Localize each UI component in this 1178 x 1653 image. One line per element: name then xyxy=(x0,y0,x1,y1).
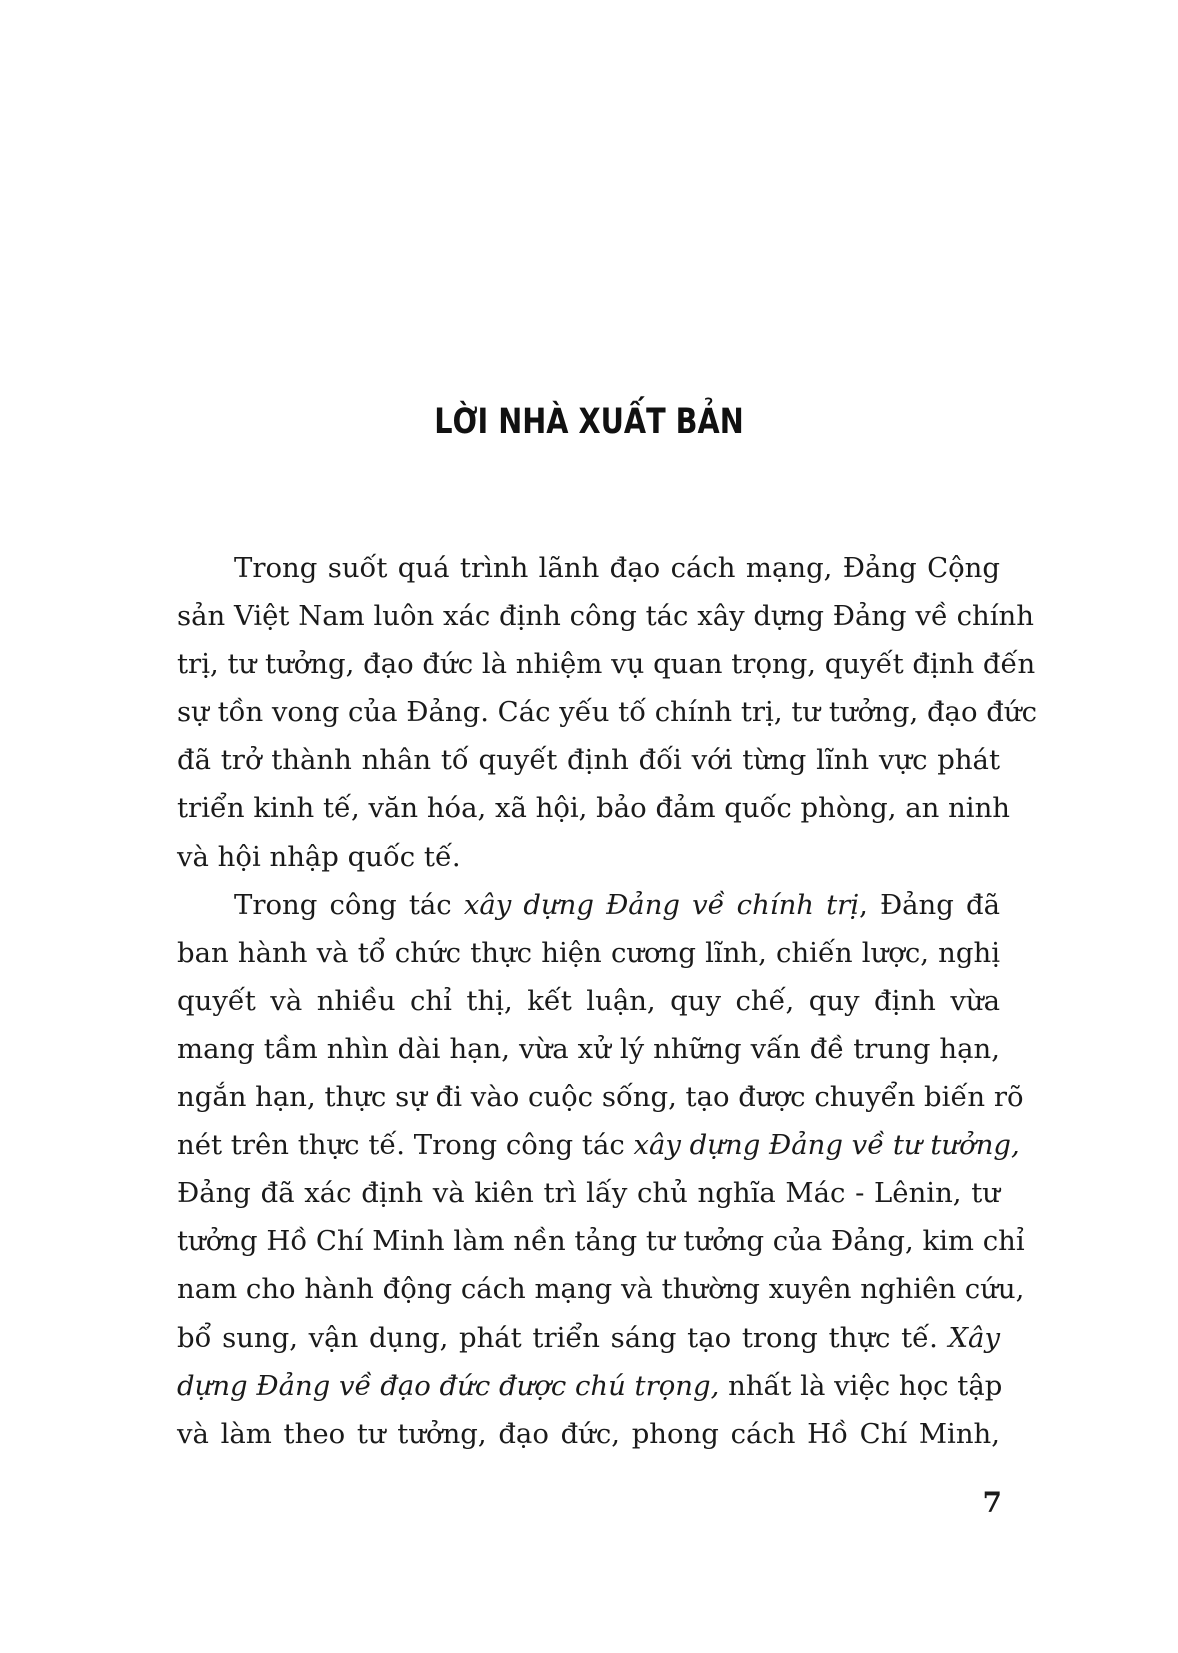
paragraph-2-line-6 xyxy=(177,1121,1020,1169)
page-title: LỜI NHÀ XUẤT BẢN xyxy=(434,402,744,442)
paragraph-2-line-10 xyxy=(177,1314,1000,1362)
text-run: Trong công tác xyxy=(234,888,464,921)
text-run: nhất là việc học tập xyxy=(719,1369,1003,1402)
paragraph-2-line-2: ban hành và tổ chức thực hiện cương lĩnh, chiến lược, nghị xyxy=(177,936,1000,969)
paragraph-2-line-12: và làm theo tư tưởng, đạo đức, phong cách Hồ Chí Minh, xyxy=(177,1417,1000,1450)
paragraph-1-line-1: Trong suốt quá trình lãnh đạo cách mạng, Đảng Cộng xyxy=(234,552,1000,584)
paragraph-1-line-3: trị, tư tưởng, đạo đức là nhiệm vụ quan trọng, quyết định đến xyxy=(177,648,1036,681)
paragraph-2-line-9: nam cho hành động cách mạng và thường xuyên nghiên cứu, xyxy=(177,1273,1025,1306)
italic-run: Xây xyxy=(948,1321,1000,1354)
paragraph-1-line-2: sản Việt Nam luôn xác định công tác xây dựng Đảng về chính xyxy=(177,600,1034,633)
paragraph-1-line-5: đã trở thành nhân tố quyết định đối với từng lĩnh vực phát xyxy=(177,744,1000,777)
paragraph-2-line-1 xyxy=(177,881,1000,929)
paragraph-1-line-6: triển kinh tế, văn hóa, xã hội, bảo đảm quốc phòng, an ninh xyxy=(177,792,1011,825)
paragraph-2-line-3: quyết và nhiều chỉ thị, kết luận, quy chế, quy định vừa xyxy=(177,984,1000,1017)
paragraph-2-line-7: Đảng đã xác định và kiên trì lấy chủ nghĩa Mác - Lênin, tư xyxy=(177,1177,1000,1210)
paragraph-1-line-7: và hội nhập quốc tế. xyxy=(177,840,461,873)
body-text xyxy=(177,544,1037,1458)
page-number: 7 xyxy=(982,1486,1002,1519)
italic-run: xây dựng Đảng về tư tưởng, xyxy=(633,1129,1020,1162)
text-run: nét trên thực tế. Trong công tác xyxy=(177,1129,634,1162)
paragraph-2-line-4: mang tầm nhìn dài hạn, vừa xử lý những vấn đề trung hạn, xyxy=(177,1032,1000,1065)
paragraph-1-line-4: sự tồn vong của Đảng. Các yếu tố chính trị, tư tưởng, đạo đức xyxy=(177,696,1037,729)
italic-run: dựng Đảng về đạo đức được chú trọng, xyxy=(177,1369,720,1402)
paragraph-2-line-8: tưởng Hồ Chí Minh làm nền tảng tư tưởng của Đảng, kim chỉ xyxy=(177,1225,1025,1258)
text-run: bổ sung, vận dụng, phát triển sáng tạo trong thực tế. xyxy=(177,1321,949,1354)
paragraph-2-line-11 xyxy=(177,1362,1003,1410)
italic-run: xây dựng Đảng về chính trị xyxy=(463,888,860,921)
paragraph-2-line-5: ngắn hạn, thực sự đi vào cuộc sống, tạo được chuyển biến rõ xyxy=(177,1081,1024,1114)
text-run: , Đảng đã xyxy=(859,888,1000,921)
